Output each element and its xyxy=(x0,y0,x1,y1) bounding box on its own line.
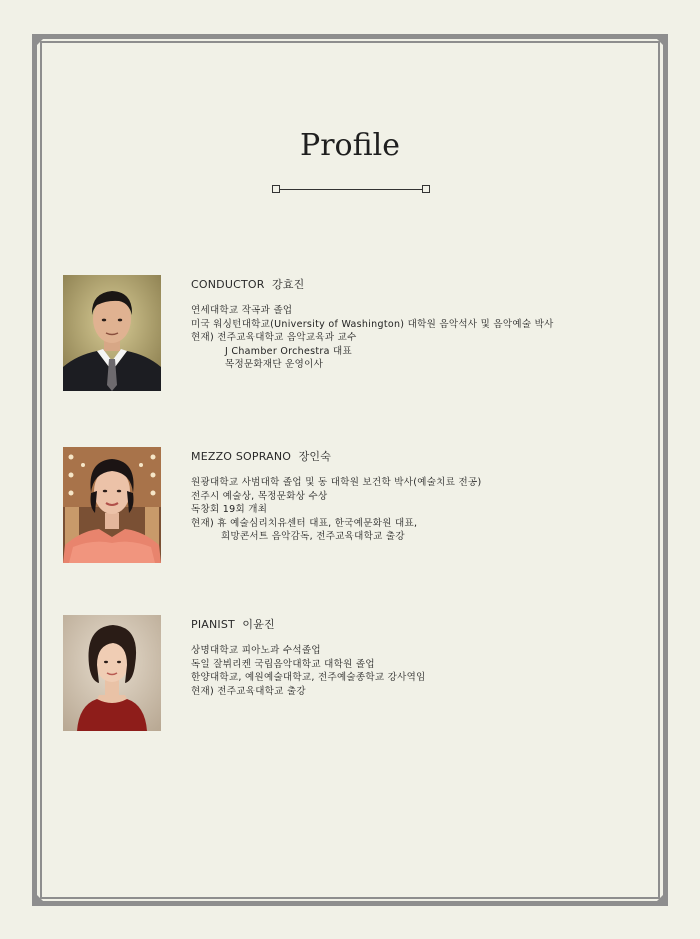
conductor-name: 강효진 xyxy=(272,278,305,291)
mezzo-soprano-info xyxy=(191,448,641,544)
mezzo-soprano-role: MEZZO SOPRANO xyxy=(191,450,292,463)
divider-square-right xyxy=(422,185,430,193)
pianist-line-3: 한양대학교, 예원예술대학교, 전주예술종학교 강사역임 xyxy=(191,672,426,683)
pianist-line-2: 독일 잘뷔리켄 국립음악대학교 대학원 졸업 xyxy=(191,658,375,670)
mezzo-soprano-description xyxy=(191,476,641,544)
conductor-line-5: 목정문화재단 운영이사 xyxy=(225,359,324,370)
conductor-role: CONDUCTOR xyxy=(191,278,265,291)
pianist-description xyxy=(191,644,641,698)
mezzo-soprano-line-4: 현재) 휴 예술심리치유센터 대표, 한국예문화원 대표, xyxy=(191,517,418,529)
mezzo-soprano-name: 장인숙 xyxy=(298,450,332,463)
pianist-portrait xyxy=(63,615,161,731)
mezzo-soprano-heading xyxy=(191,448,641,464)
pianist-info xyxy=(191,616,641,698)
pianist-line-1: 상명대학교 피아노과 수석졸업 xyxy=(191,645,321,656)
mezzo-soprano-line-3: 독창회 19회 개최 xyxy=(191,504,268,515)
conductor-line-1: 연세대학교 작곡과 졸업 xyxy=(191,305,293,316)
corner-ornament-bottom-left xyxy=(32,890,48,906)
conductor-portrait xyxy=(63,275,161,391)
mezzo-soprano-portrait xyxy=(63,447,161,563)
conductor-description xyxy=(191,304,641,372)
mezzo-soprano-line-2: 전주시 예술상, 목정문화상 수상 xyxy=(191,490,328,502)
pianist-name: 이윤진 xyxy=(242,618,275,631)
pianist-role: PIANIST xyxy=(191,618,235,631)
pianist-heading xyxy=(191,616,641,632)
pianist-line-4: 현재) 전주교육대학교 출강 xyxy=(191,685,306,697)
mezzo-soprano-line-5: 희망콘서트 음악감독, 전주교육대학교 출강 xyxy=(221,531,405,542)
conductor-line-3: 현재) 전주교육대학교 음악교육과 교수 xyxy=(191,332,357,343)
corner-ornament-top-right xyxy=(652,34,668,50)
corner-ornament-bottom-right xyxy=(652,890,668,906)
divider-line xyxy=(278,189,424,190)
title-divider xyxy=(272,185,430,194)
divider-square-left xyxy=(272,185,280,193)
mezzo-soprano-line-1: 원광대학교 사범대학 졸업 및 동 대학원 보건학 박사(예술치료 전공) xyxy=(191,477,482,488)
conductor-line-4: J Chamber Orchestra 대표 xyxy=(225,345,352,357)
conductor-info xyxy=(191,276,641,372)
conductor-heading xyxy=(191,276,641,292)
conductor-line-2: 미국 워싱턴대학교(University of Washington) 대학원 음악석사 및 음악예술 박사 xyxy=(191,318,554,330)
page-title: Profile xyxy=(300,128,400,163)
corner-ornament-top-left xyxy=(32,34,48,50)
